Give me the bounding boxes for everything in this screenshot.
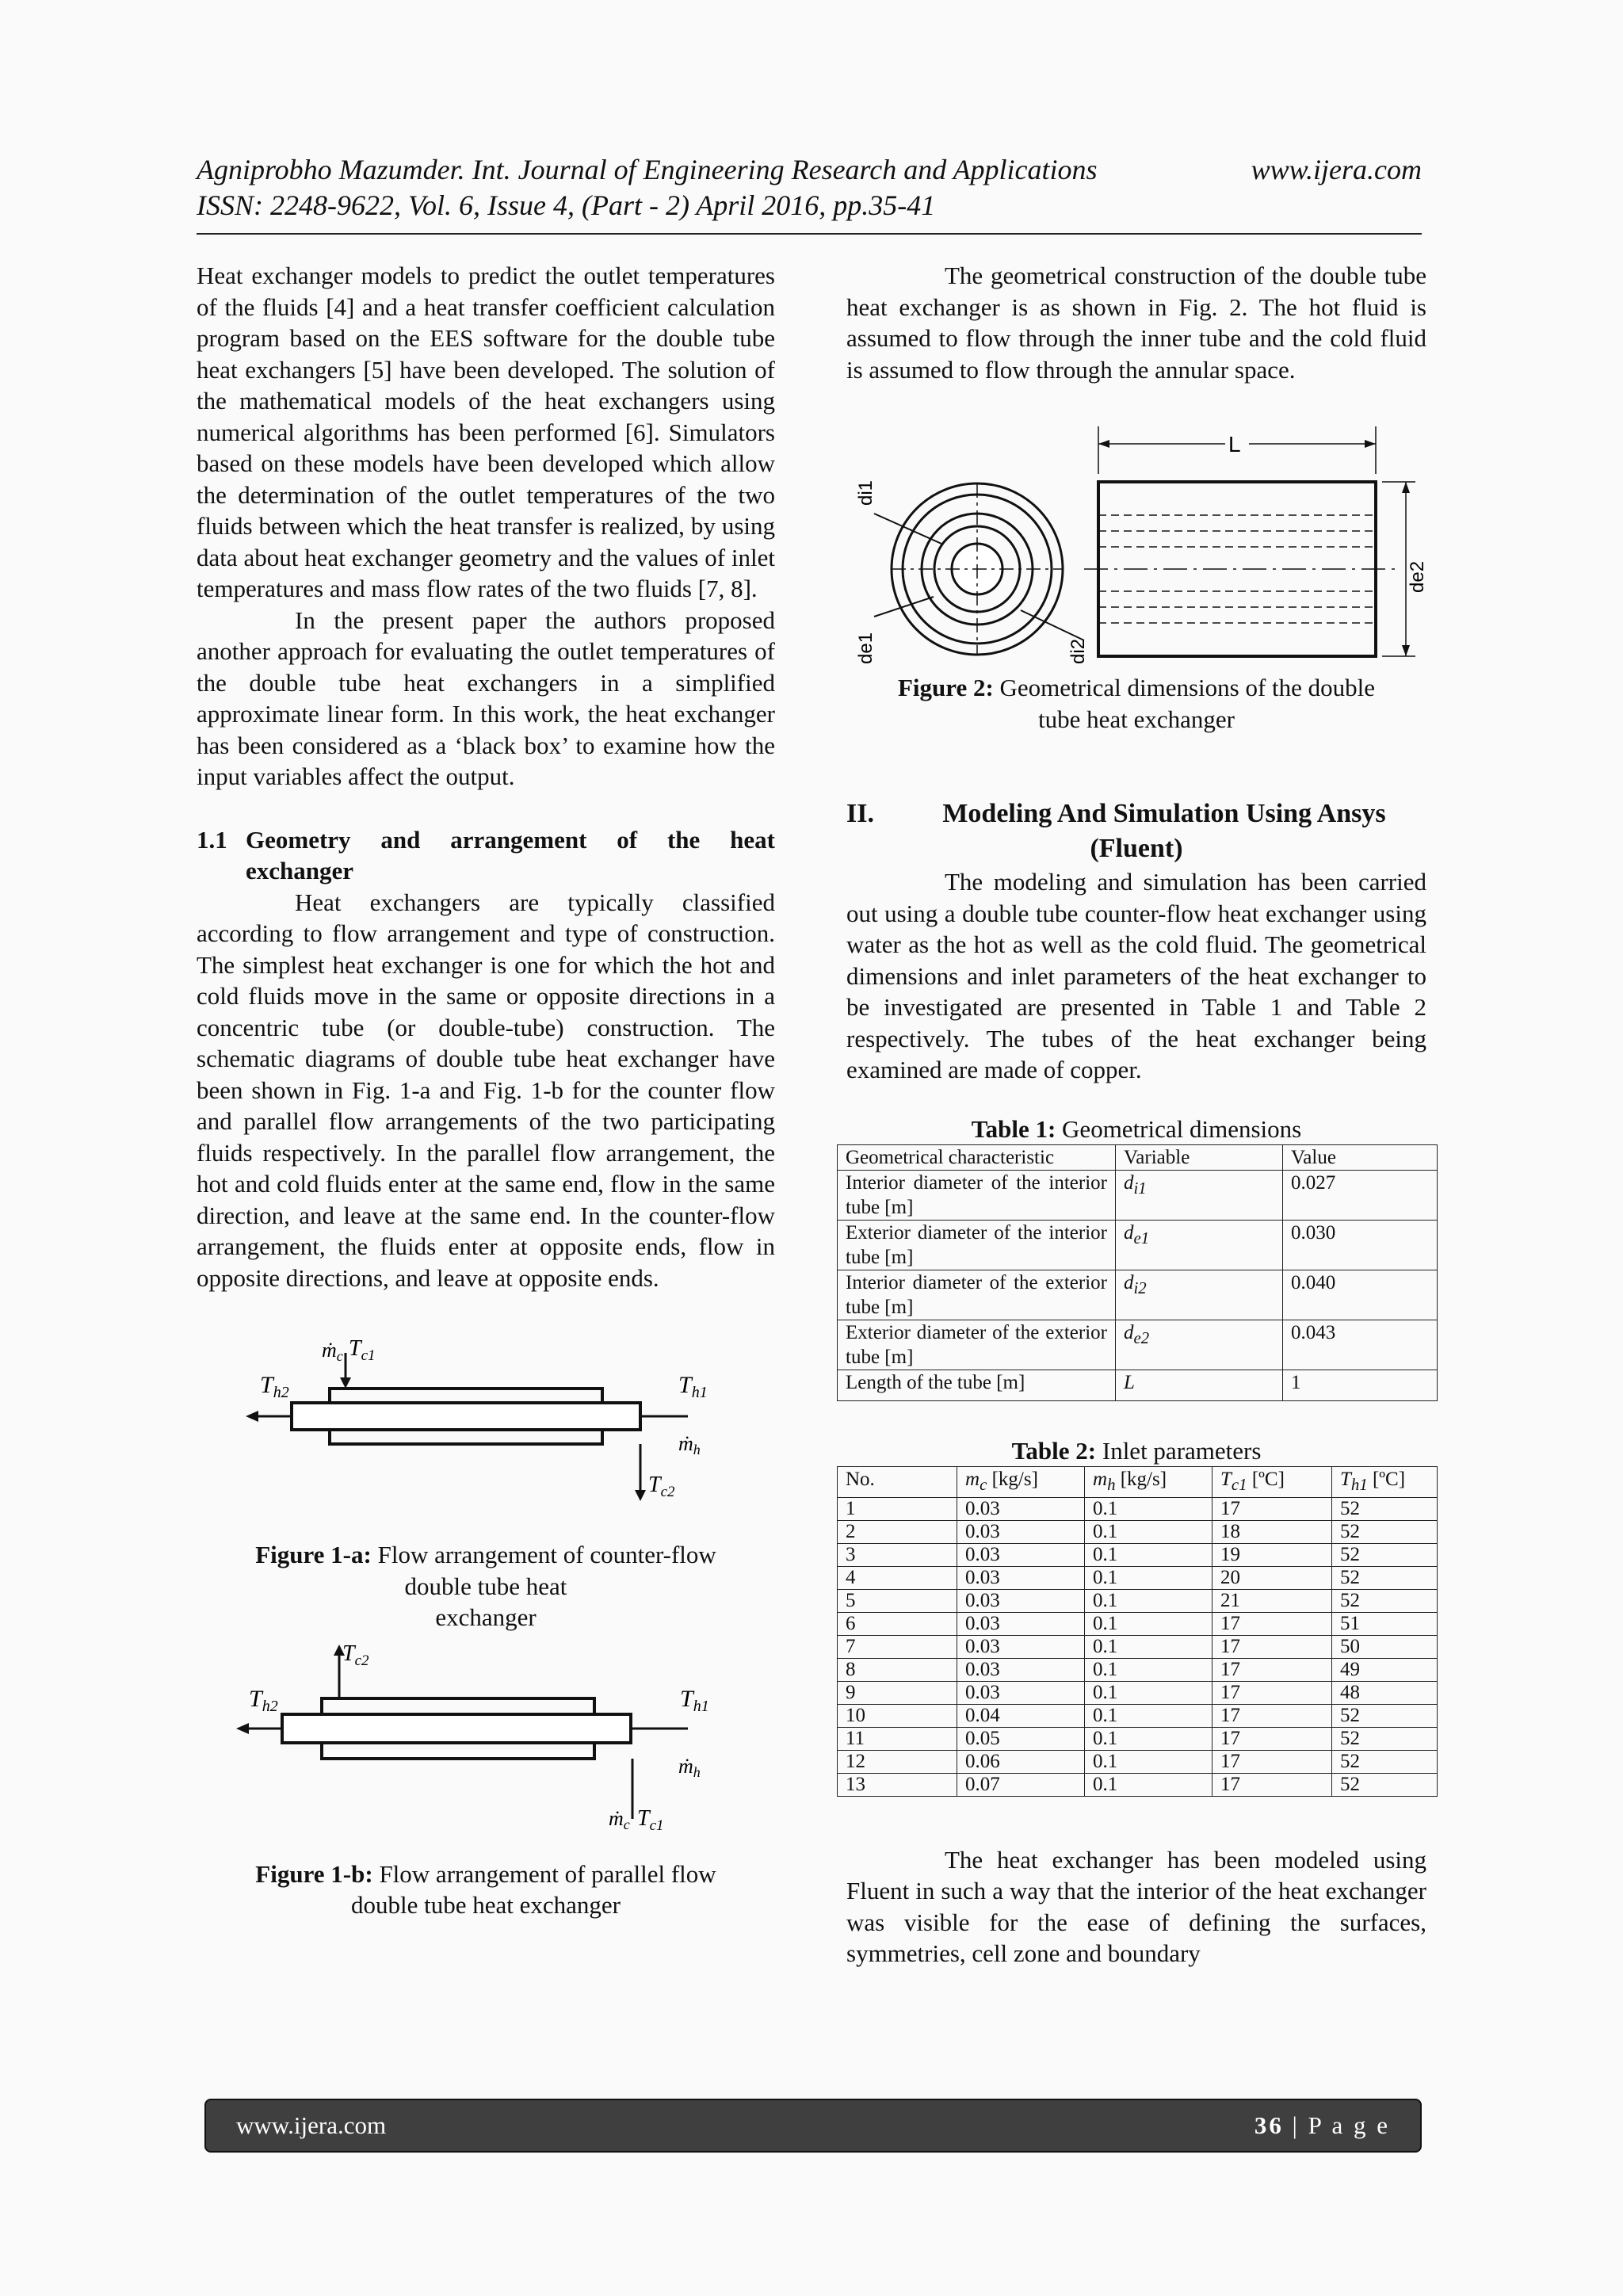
arrow-icon bbox=[635, 1490, 646, 1501]
table-cell: 17 bbox=[1212, 1612, 1332, 1635]
table-cell: 13 bbox=[838, 1773, 957, 1796]
section-number: 1.1 bbox=[197, 825, 227, 854]
svg-text:di1: di1 bbox=[855, 479, 876, 506]
table-cell: 52 bbox=[1332, 1727, 1438, 1750]
table-row bbox=[838, 1566, 1438, 1589]
table-cell: 0.1 bbox=[1085, 1589, 1212, 1612]
column-header: $T_{h1}$ [ºC] bbox=[1332, 1466, 1438, 1497]
table-cell: 17 bbox=[1212, 1497, 1332, 1520]
svg-text:Th2: $T_{h2}$ bbox=[260, 1372, 289, 1401]
section-title-cont: (Fluent) bbox=[1090, 834, 1183, 863]
table-cell: 7 bbox=[838, 1635, 957, 1658]
table-header-row bbox=[838, 1144, 1438, 1170]
table-2-caption: Table 2: Inlet parameters bbox=[1011, 1436, 1262, 1465]
table-cell: 5 bbox=[838, 1589, 957, 1612]
column-header: Geometrical characteristic bbox=[838, 1144, 1116, 1170]
table-cell: 0.030 bbox=[1283, 1220, 1438, 1270]
table-cell: 0.1 bbox=[1085, 1543, 1212, 1566]
svg-text:Th2: $T_{h2}$ bbox=[249, 1685, 278, 1715]
svg-text:Tc2: $T_{c2}$ bbox=[648, 1473, 675, 1500]
table-row bbox=[838, 1589, 1438, 1612]
table-cell: 0.03 bbox=[957, 1658, 1085, 1681]
table-cell: 17 bbox=[1212, 1658, 1332, 1681]
table-cell: 3 bbox=[838, 1543, 957, 1566]
table-row bbox=[838, 1370, 1438, 1400]
table-cell: 17 bbox=[1212, 1704, 1332, 1727]
table-cell: 51 bbox=[1332, 1612, 1438, 1635]
cross-section bbox=[874, 483, 1084, 655]
table-cell: $d_{e1}$ bbox=[1116, 1220, 1283, 1270]
table-row bbox=[838, 1773, 1438, 1796]
figure-2 bbox=[846, 426, 1426, 664]
table-cell: 0.07 bbox=[957, 1773, 1085, 1796]
page-number: 36 | P a g e bbox=[1254, 2111, 1390, 2139]
table-cell: 0.03 bbox=[957, 1566, 1085, 1589]
table-cell: 20 bbox=[1212, 1566, 1332, 1589]
footer-website[interactable]: www.ijera.com bbox=[236, 2111, 387, 2139]
section-heading-2 bbox=[846, 797, 1426, 866]
table-cell: Interior diameter of the exterior tube [m] bbox=[838, 1270, 1116, 1320]
journal-citation: Agniprobho Mazumder. Int. Journal of Engineering Research and Applications bbox=[197, 154, 1098, 185]
table-cell: 48 bbox=[1332, 1681, 1438, 1704]
table-cell: Exterior diameter of the interior tube [m] bbox=[838, 1220, 1116, 1270]
column-header: $m_c$ [kg/s] bbox=[957, 1466, 1085, 1497]
table-cell: 6 bbox=[838, 1612, 957, 1635]
side-view bbox=[1084, 426, 1415, 656]
table-cell: 0.043 bbox=[1283, 1320, 1438, 1370]
table-cell: 0.03 bbox=[957, 1612, 1085, 1635]
table-cell: 52 bbox=[1332, 1497, 1438, 1520]
section-title: Geometry and arrangement of the heat bbox=[246, 825, 775, 854]
column-header: Variable bbox=[1116, 1144, 1283, 1170]
table-cell: Length of the tube [m] bbox=[838, 1370, 1116, 1400]
table-cell: 11 bbox=[838, 1727, 957, 1750]
section-heading-1-1 bbox=[197, 824, 775, 887]
geometry-diagram bbox=[846, 426, 1426, 664]
table-cell: 19 bbox=[1212, 1543, 1332, 1566]
svg-text:de2: de2 bbox=[1407, 560, 1426, 593]
svg-text:L: L bbox=[1228, 432, 1241, 457]
table-row bbox=[838, 1497, 1438, 1520]
table-cell: 9 bbox=[838, 1681, 957, 1704]
inner-tube bbox=[292, 1403, 640, 1430]
svg-text:Tc1: $T_{c1}$ bbox=[349, 1336, 376, 1364]
table-cell: 0.1 bbox=[1085, 1635, 1212, 1658]
arrow-icon bbox=[340, 1377, 351, 1389]
table-cell: 2 bbox=[838, 1520, 957, 1543]
table-cell: 0.03 bbox=[957, 1497, 1085, 1520]
table-cell: 0.1 bbox=[1085, 1658, 1212, 1681]
section-title-cont: exchanger bbox=[246, 857, 354, 884]
svg-text:Tc2: $T_{c2}$ bbox=[342, 1641, 369, 1669]
figure-1a bbox=[197, 1333, 775, 1523]
table-row bbox=[838, 1270, 1438, 1320]
figure-2-caption: Figure 2: Geometrical dimensions of the double tube heat exchanger bbox=[897, 674, 1376, 733]
table-cell: 18 bbox=[1212, 1520, 1332, 1543]
table-row bbox=[838, 1727, 1438, 1750]
table-row bbox=[838, 1220, 1438, 1270]
inner-tube bbox=[282, 1714, 631, 1743]
table-cell: Exterior diameter of the exterior tube [m] bbox=[838, 1320, 1116, 1370]
table-cell: 52 bbox=[1332, 1566, 1438, 1589]
table-cell: 17 bbox=[1212, 1681, 1332, 1704]
table-cell: 0.03 bbox=[957, 1589, 1085, 1612]
table-cell: $d_{i2}$ bbox=[1116, 1270, 1283, 1320]
paragraph: The geometrical construction of the double tube heat exchanger is as shown in Fig. 2. The hot fluid is assumed to flow through the inner tube and the cold fluid is assumed to flow through the annular space. bbox=[846, 262, 1426, 384]
table-cell: 1 bbox=[838, 1497, 957, 1520]
table-row bbox=[838, 1612, 1438, 1635]
paragraph: Heat exchanger models to predict the outlet temperatures of the fluids [4] and a heat transfer coefficient calculation program based on the EES software for the double tube heat exchangers [5] have been developed. The solution of the mathematical models of the heat exchangers using numerical algorithms has been performed [6]. Simulators based on these models have been developed which allow the determination of the outlet temperatures of the two fluids between which the heat transfer is realized, by using data about heat exchanger geometry and the values of inlet temperatures and mass flow rates of the two fluids [7, 8]. bbox=[197, 262, 775, 602]
figure-1b bbox=[197, 1637, 775, 1843]
arrow-icon bbox=[246, 1411, 258, 1422]
table-cell: 1 bbox=[1283, 1370, 1438, 1400]
column-header: No. bbox=[838, 1466, 957, 1497]
table-row bbox=[838, 1635, 1438, 1658]
svg-text:di2: di2 bbox=[1067, 638, 1089, 664]
parallel-flow-diagram bbox=[197, 1637, 775, 1843]
right-column bbox=[846, 260, 1426, 1969]
table-cell: 10 bbox=[838, 1704, 957, 1727]
table-row bbox=[838, 1658, 1438, 1681]
table-cell: 52 bbox=[1332, 1750, 1438, 1773]
table-cell: 0.040 bbox=[1283, 1270, 1438, 1320]
table-cell: 0.06 bbox=[957, 1750, 1085, 1773]
table-cell: 0.1 bbox=[1085, 1704, 1212, 1727]
page-header bbox=[197, 152, 1422, 235]
issn-line: ISSN: 2248-9622, Vol. 6, Issue 4, (Part - 2) April 2016, pp.35-41 bbox=[197, 189, 936, 221]
table-cell: 12 bbox=[838, 1750, 957, 1773]
table-cell: 17 bbox=[1212, 1635, 1332, 1658]
svg-text:ṁc: ṁc bbox=[322, 1339, 343, 1364]
table-cell: 0.1 bbox=[1085, 1497, 1212, 1520]
table-row bbox=[838, 1170, 1438, 1220]
counter-flow-diagram bbox=[197, 1333, 775, 1523]
table-cell: 17 bbox=[1212, 1773, 1332, 1796]
figure-1b-caption: Figure 1-b: Flow arrangement of parallel flow double tube heat exchanger bbox=[255, 1859, 716, 1919]
column-header: $T_{c1}$ [ºC] bbox=[1212, 1466, 1332, 1497]
svg-text:Th1: $T_{h1}$ bbox=[678, 1372, 708, 1401]
column-header: Value bbox=[1283, 1144, 1438, 1170]
table-cell: 0.03 bbox=[957, 1635, 1085, 1658]
table-cell: 21 bbox=[1212, 1589, 1332, 1612]
table-cell: 0.1 bbox=[1085, 1681, 1212, 1704]
table-row bbox=[838, 1704, 1438, 1727]
table-cell: 0.04 bbox=[957, 1704, 1085, 1727]
paragraph: The heat exchanger has been modeled using Fluent in such a way that the interior of the heat exchanger was visible for the ease of defining the surfaces, symmetries, cell zone and boundary bbox=[846, 1845, 1426, 1967]
table-cell: 52 bbox=[1332, 1773, 1438, 1796]
table-row bbox=[838, 1520, 1438, 1543]
table-cell: 0.03 bbox=[957, 1543, 1085, 1566]
table-cell: $d_{i1}$ bbox=[1116, 1170, 1283, 1220]
table-2 bbox=[837, 1466, 1438, 1797]
figure-1a-caption: Figure 1-a: Flow arrangement of counter-flow double tube heat exchanger bbox=[255, 1541, 716, 1631]
table-cell: 52 bbox=[1332, 1520, 1438, 1543]
svg-text:ṁc: ṁc bbox=[609, 1806, 630, 1832]
table-cell: L bbox=[1116, 1370, 1283, 1400]
table-cell: 52 bbox=[1332, 1589, 1438, 1612]
paragraph: In the present paper the authors proposed another approach for evaluating the outlet temperatures of the double tube heat exchangers in a simplified approximate linear form. In this work, the heat exchanger has been considered as a ‘black box’ to examine how the input variables affect the output. bbox=[197, 606, 775, 790]
table-cell: 0.05 bbox=[957, 1727, 1085, 1750]
table-header-row bbox=[838, 1466, 1438, 1497]
svg-text:Th1: $T_{h1}$ bbox=[680, 1685, 709, 1715]
table-cell: 0.1 bbox=[1085, 1612, 1212, 1635]
table-cell: 17 bbox=[1212, 1750, 1332, 1773]
table-cell: 50 bbox=[1332, 1635, 1438, 1658]
section-number: II. bbox=[846, 799, 874, 828]
column-header: $m_h$ [kg/s] bbox=[1085, 1466, 1212, 1497]
table-cell: 0.1 bbox=[1085, 1520, 1212, 1543]
svg-text:ṁh: ṁh bbox=[678, 1754, 701, 1780]
table-cell: $d_{e2}$ bbox=[1116, 1320, 1283, 1370]
svg-text:Tc1: $T_{c1}$ bbox=[637, 1805, 664, 1834]
paragraph: Heat exchangers are typically classified according to flow arrangement and type of construction. The simplest heat exchanger is one for which the hot and cold fluids move in the same or opposite directions in a concentric tube (or double-tube) construction. The schematic diagrams of double tube heat exchanger have been shown in Fig. 1-a and Fig. 1-b for the counter flow and parallel flow arrangements of the two participating fluids respectively. In the parallel flow arrangement, the hot and cold fluids enter at the same end, flow in the same direction, and leave at the same end. In the counter-flow arrangement, the fluids enter at opposite ends, flow in opposite directions, and leave at opposite ends. bbox=[197, 888, 775, 1292]
table-cell: 0.03 bbox=[957, 1681, 1085, 1704]
journal-website[interactable]: www.ijera.com bbox=[1251, 154, 1422, 185]
table-cell: 0.1 bbox=[1085, 1727, 1212, 1750]
table-cell: Interior diameter of the interior tube [m] bbox=[838, 1170, 1116, 1220]
table-1 bbox=[837, 1144, 1438, 1401]
table-cell: 0.1 bbox=[1085, 1773, 1212, 1796]
left-column bbox=[197, 260, 775, 1921]
table-row bbox=[838, 1681, 1438, 1704]
table-row bbox=[838, 1543, 1438, 1566]
table-cell: 0.1 bbox=[1085, 1750, 1212, 1773]
svg-text:ṁh: ṁh bbox=[678, 1432, 701, 1457]
table-cell: 0.03 bbox=[957, 1520, 1085, 1543]
table-1-caption: Table 1: Geometrical dimensions bbox=[971, 1114, 1302, 1143]
table-cell: 52 bbox=[1332, 1543, 1438, 1566]
table-cell: 4 bbox=[838, 1566, 957, 1589]
table-row bbox=[838, 1320, 1438, 1370]
arrow-icon bbox=[236, 1723, 249, 1734]
section-title: Modeling And Simulation Using Ansys bbox=[942, 799, 1386, 828]
paragraph: The modeling and simulation has been carried out using a double tube counter-flow heat exchanger using water as the hot as well as the cold fluid. The geometrical dimensions and inlet parameters of the heat exchanger to be investigated are presented in Table 1 and Table 2 respectively. The tubes of the heat exchanger being examined are made of copper. bbox=[846, 868, 1426, 1083]
svg-text:de1: de1 bbox=[855, 632, 876, 664]
table-cell: 17 bbox=[1212, 1727, 1332, 1750]
table-row bbox=[838, 1750, 1438, 1773]
table-cell: 49 bbox=[1332, 1658, 1438, 1681]
table-cell: 8 bbox=[838, 1658, 957, 1681]
table-cell: 52 bbox=[1332, 1704, 1438, 1727]
page-footer bbox=[204, 2099, 1422, 2153]
table-cell: 0.1 bbox=[1085, 1566, 1212, 1589]
table-cell: 0.027 bbox=[1283, 1170, 1438, 1220]
